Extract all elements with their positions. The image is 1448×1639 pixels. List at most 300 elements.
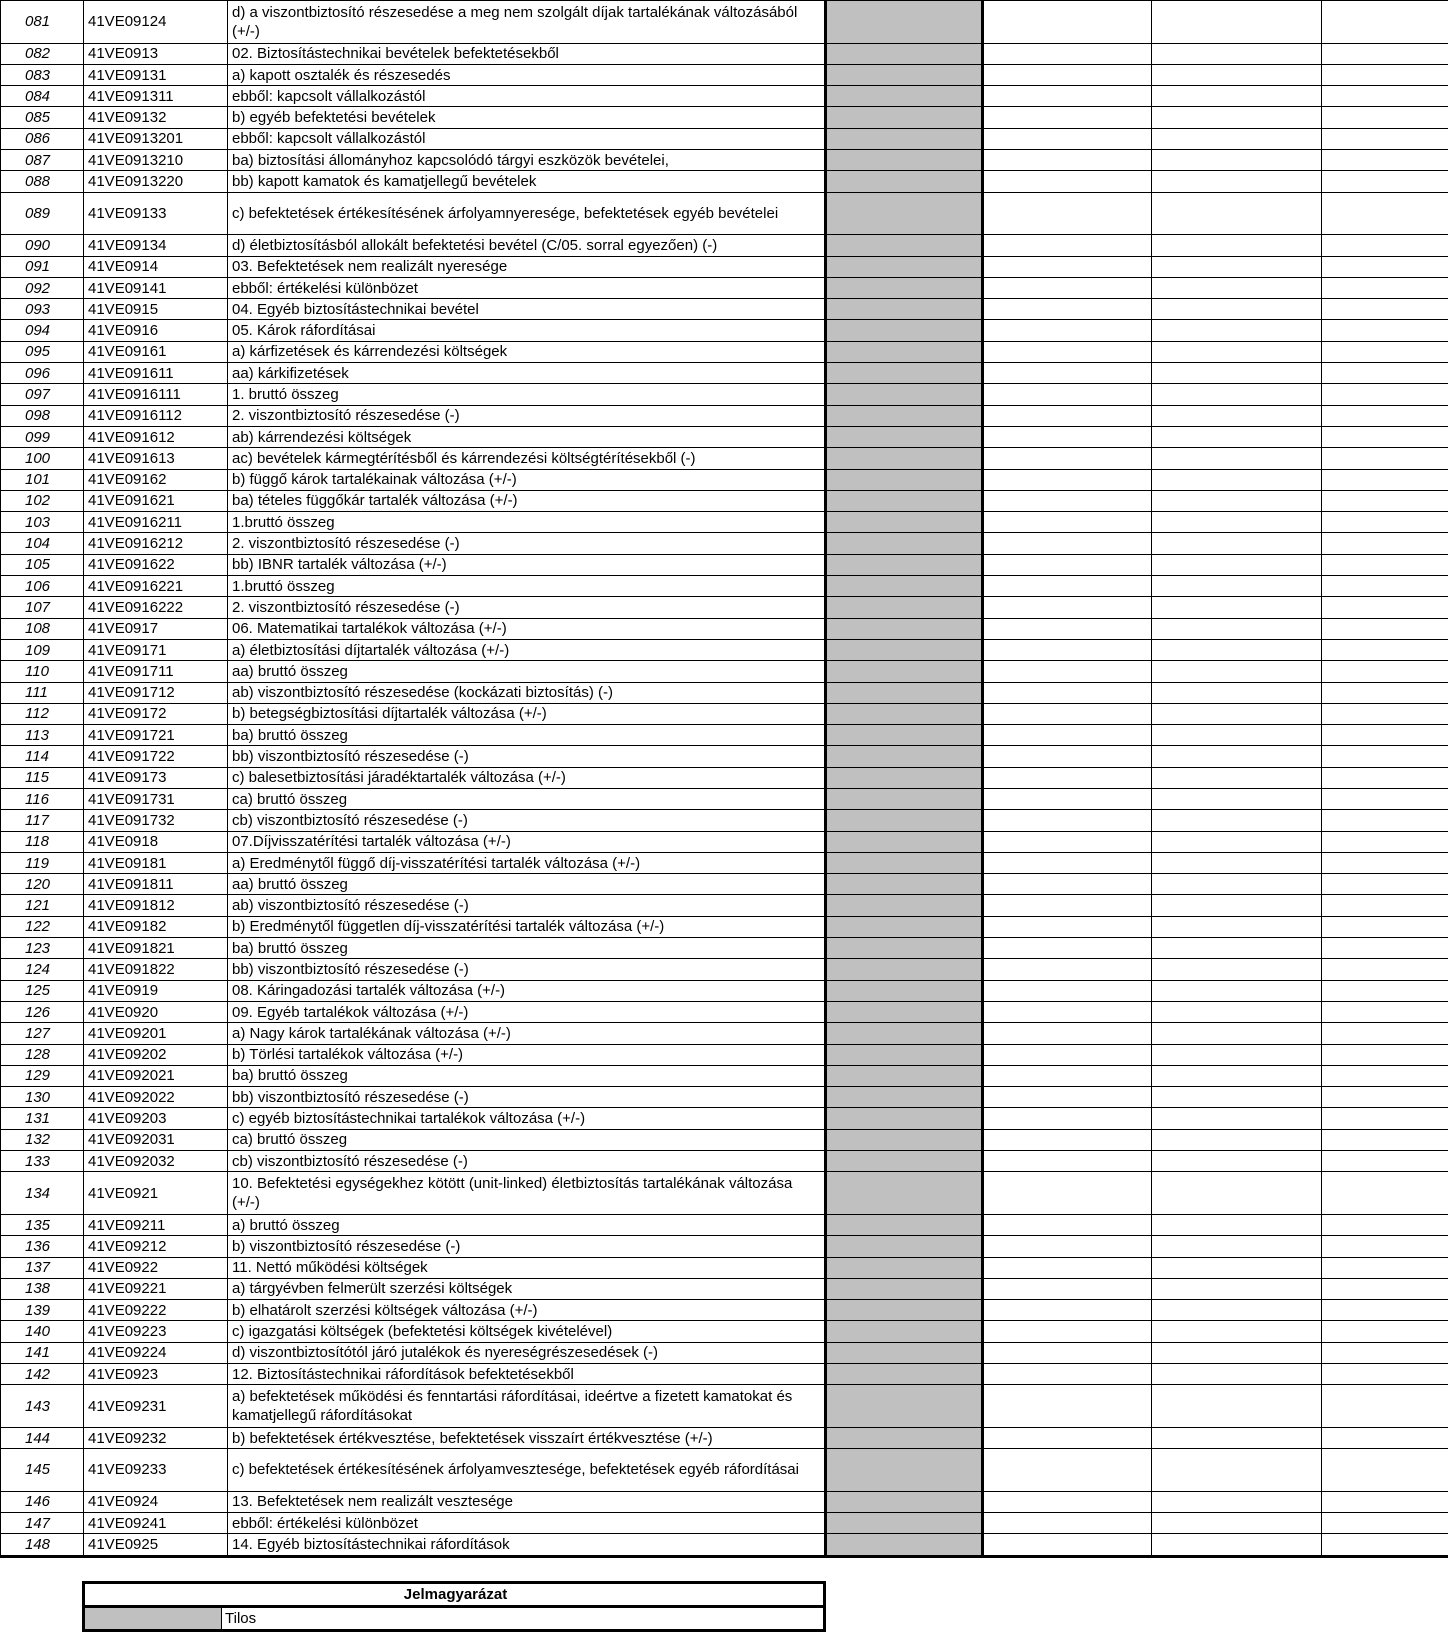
- value-cell: [1322, 320, 1448, 341]
- forbidden-cell: [826, 767, 983, 788]
- row-code: 41VE0913210: [84, 150, 228, 171]
- value-cell: [983, 682, 1152, 703]
- row-description: d) viszontbiztosítótól járó jutalékok és nyereségrészesedések (-): [228, 1342, 826, 1363]
- row-description: bb) viszontbiztosító részesedése (-): [228, 959, 826, 980]
- value-cell: [983, 533, 1152, 554]
- row-code: 41VE0915: [84, 299, 228, 320]
- value-cell: [1152, 490, 1322, 511]
- value-cell: [1152, 1087, 1322, 1108]
- value-cell: [983, 576, 1152, 597]
- row-description: ab) kárrendezési költségek: [228, 426, 826, 447]
- row-code: 41VE092031: [84, 1129, 228, 1150]
- row-number: 124: [1, 959, 84, 980]
- value-cell: [1152, 128, 1322, 149]
- legend-item: [84, 1607, 825, 1631]
- value-cell: [983, 916, 1152, 937]
- value-cell: [983, 703, 1152, 724]
- row-number: 105: [1, 554, 84, 575]
- row-code: 41VE0916221: [84, 576, 228, 597]
- forbidden-cell: [826, 1129, 983, 1150]
- table-row: [1, 1001, 1448, 1022]
- row-description: 06. Matematikai tartalékok változása (+/-): [228, 618, 826, 639]
- value-cell: [1322, 43, 1448, 64]
- row-description: 02. Biztosítástechnikai bevételek befektetésekből: [228, 43, 826, 64]
- value-cell: [1322, 1065, 1448, 1086]
- forbidden-cell: [826, 597, 983, 618]
- value-cell: [983, 788, 1152, 809]
- value-cell: [1152, 1321, 1322, 1342]
- value-cell: [1152, 1385, 1322, 1428]
- row-number: 120: [1, 874, 84, 895]
- row-description: 1.bruttó összeg: [228, 512, 826, 533]
- forbidden-cell: [826, 1491, 983, 1512]
- forbidden-cell: [826, 1108, 983, 1129]
- row-number: 100: [1, 448, 84, 469]
- value-cell: [1322, 363, 1448, 384]
- table-row: [1, 1044, 1448, 1065]
- row-code: 41VE09241: [84, 1513, 228, 1534]
- table-row: [1, 1236, 1448, 1257]
- value-cell: [1152, 618, 1322, 639]
- row-description: bb) viszontbiztosító részesedése (-): [228, 746, 826, 767]
- row-code: 41VE09222: [84, 1300, 228, 1321]
- forbidden-cell: [826, 1236, 983, 1257]
- row-code: 41VE091613: [84, 448, 228, 469]
- value-cell: [1152, 1534, 1322, 1556]
- value-cell: [983, 852, 1152, 873]
- value-cell: [1322, 1534, 1448, 1556]
- value-cell: [1322, 405, 1448, 426]
- row-code: 41VE0919: [84, 980, 228, 1001]
- value-cell: [1322, 788, 1448, 809]
- row-code: 41VE0916211: [84, 512, 228, 533]
- forbidden-cell: [826, 426, 983, 447]
- value-cell: [1152, 1364, 1322, 1385]
- row-number: 098: [1, 405, 84, 426]
- row-number: 108: [1, 618, 84, 639]
- value-cell: [1152, 1449, 1322, 1492]
- row-number: 109: [1, 639, 84, 660]
- forbidden-cell: [826, 1214, 983, 1235]
- row-number: 114: [1, 746, 84, 767]
- value-cell: [983, 341, 1152, 362]
- value-cell: [1152, 426, 1322, 447]
- row-code: 41VE0922: [84, 1257, 228, 1278]
- forbidden-cell: [826, 107, 983, 128]
- table-row: [1, 1172, 1448, 1215]
- value-cell: [1152, 576, 1322, 597]
- table-row: [1, 874, 1448, 895]
- row-number: 117: [1, 810, 84, 831]
- row-description: d) életbiztosításból allokált befektetési bevétel (C/05. sorral egyezően) (-): [228, 235, 826, 256]
- forbidden-cell: [826, 277, 983, 298]
- table-row: [1, 256, 1448, 277]
- value-cell: [1322, 554, 1448, 575]
- row-description: c) balesetbiztosítási járadéktartalék változása (+/-): [228, 767, 826, 788]
- forbidden-cell: [826, 192, 983, 235]
- row-code: 41VE0913201: [84, 128, 228, 149]
- value-cell: [1322, 852, 1448, 873]
- value-cell: [983, 405, 1152, 426]
- legend: [82, 1581, 826, 1632]
- forbidden-cell: [826, 1534, 983, 1556]
- table-row: [1, 703, 1448, 724]
- row-description: ac) bevételek kármegtérítésből és kárrendezési költségtérítésekből (-): [228, 448, 826, 469]
- row-number: 121: [1, 895, 84, 916]
- row-code: 41VE092021: [84, 1065, 228, 1086]
- value-cell: [983, 1, 1152, 44]
- forbidden-cell: [826, 235, 983, 256]
- value-cell: [1152, 895, 1322, 916]
- table-row: [1, 661, 1448, 682]
- table-row: [1, 1214, 1448, 1235]
- value-cell: [983, 1172, 1152, 1215]
- value-cell: [1322, 1, 1448, 44]
- value-cell: [1322, 1044, 1448, 1065]
- forbidden-cell: [826, 363, 983, 384]
- value-cell: [1152, 831, 1322, 852]
- row-number: 148: [1, 1534, 84, 1556]
- value-cell: [1152, 1172, 1322, 1215]
- row-description: a) kárfizetések és kárrendezési költségek: [228, 341, 826, 362]
- value-cell: [1322, 1172, 1448, 1215]
- row-description: ba) bruttó összeg: [228, 1065, 826, 1086]
- row-number: 123: [1, 938, 84, 959]
- value-cell: [1322, 703, 1448, 724]
- row-number: 118: [1, 831, 84, 852]
- value-cell: [983, 128, 1152, 149]
- value-cell: [1152, 1108, 1322, 1129]
- forbidden-cell: [826, 533, 983, 554]
- row-code: 41VE09233: [84, 1449, 228, 1492]
- table-row: [1, 490, 1448, 511]
- row-number: 110: [1, 661, 84, 682]
- row-number: 140: [1, 1321, 84, 1342]
- forbidden-cell: [826, 405, 983, 426]
- row-code: 41VE09124: [84, 1, 228, 44]
- row-code: 41VE091821: [84, 938, 228, 959]
- value-cell: [983, 1129, 1152, 1150]
- row-code: 41VE0923: [84, 1364, 228, 1385]
- table-row: [1, 895, 1448, 916]
- row-code: 41VE09181: [84, 852, 228, 873]
- forbidden-cell: [826, 128, 983, 149]
- value-cell: [1152, 746, 1322, 767]
- value-cell: [1152, 938, 1322, 959]
- value-cell: [983, 235, 1152, 256]
- row-code: 41VE09221: [84, 1278, 228, 1299]
- value-cell: [1322, 107, 1448, 128]
- value-cell: [1152, 554, 1322, 575]
- value-cell: [1152, 810, 1322, 831]
- forbidden-cell: [826, 788, 983, 809]
- forbidden-cell: [826, 661, 983, 682]
- row-description: 12. Biztosítástechnikai ráfordítások befektetésekből: [228, 1364, 826, 1385]
- value-cell: [1322, 533, 1448, 554]
- forbidden-cell: [826, 384, 983, 405]
- row-code: 41VE0913: [84, 43, 228, 64]
- table-row: [1, 341, 1448, 362]
- value-cell: [1322, 597, 1448, 618]
- row-description: ca) bruttó összeg: [228, 1129, 826, 1150]
- value-cell: [1322, 1151, 1448, 1172]
- row-code: 41VE09224: [84, 1342, 228, 1363]
- value-cell: [983, 1342, 1152, 1363]
- value-cell: [1152, 1257, 1322, 1278]
- row-description: b) befektetések értékvesztése, befektetések visszaírt értékvesztése (+/-): [228, 1427, 826, 1448]
- row-number: 106: [1, 576, 84, 597]
- value-cell: [1322, 256, 1448, 277]
- row-code: 41VE09162: [84, 469, 228, 490]
- table-row: [1, 1257, 1448, 1278]
- value-cell: [1152, 1023, 1322, 1044]
- table-row: [1, 959, 1448, 980]
- value-cell: [1322, 1385, 1448, 1428]
- table-row: [1, 1129, 1448, 1150]
- forbidden-cell: [826, 1023, 983, 1044]
- table-row: [1, 363, 1448, 384]
- value-cell: [1322, 150, 1448, 171]
- value-cell: [1322, 64, 1448, 85]
- value-cell: [1152, 235, 1322, 256]
- table-row: [1, 1108, 1448, 1129]
- value-cell: [1322, 1214, 1448, 1235]
- value-cell: [983, 192, 1152, 235]
- value-cell: [1152, 661, 1322, 682]
- row-description: ca) bruttó összeg: [228, 788, 826, 809]
- forbidden-cell: [826, 1449, 983, 1492]
- value-cell: [1152, 256, 1322, 277]
- value-cell: [983, 1087, 1152, 1108]
- forbidden-cell: [826, 1427, 983, 1448]
- row-code: 41VE091712: [84, 682, 228, 703]
- forbidden-cell: [826, 874, 983, 895]
- row-code: 41VE0918: [84, 831, 228, 852]
- row-code: 41VE09223: [84, 1321, 228, 1342]
- forbidden-cell: [826, 512, 983, 533]
- value-cell: [983, 1236, 1152, 1257]
- value-cell: [983, 107, 1152, 128]
- table-row: [1, 171, 1448, 192]
- row-code: 41VE0916111: [84, 384, 228, 405]
- table-row: [1, 1087, 1448, 1108]
- row-code: 41VE0924: [84, 1491, 228, 1512]
- forbidden-cell: [826, 1513, 983, 1534]
- row-description: ba) bruttó összeg: [228, 938, 826, 959]
- row-number: 081: [1, 1, 84, 44]
- row-code: 41VE092022: [84, 1087, 228, 1108]
- value-cell: [1152, 341, 1322, 362]
- row-description: 10. Befektetési egységekhez kötött (unit-linked) életbiztosítás tartalékának változása (+/-): [228, 1172, 826, 1215]
- row-number: 097: [1, 384, 84, 405]
- value-cell: [983, 448, 1152, 469]
- row-code: 41VE091611: [84, 363, 228, 384]
- row-description: ebből: kapcsolt vállalkozástól: [228, 128, 826, 149]
- table-row: [1, 618, 1448, 639]
- value-cell: [1152, 512, 1322, 533]
- table-row: [1, 128, 1448, 149]
- row-code: 41VE0920: [84, 1001, 228, 1022]
- table-row: [1, 384, 1448, 405]
- table-row: [1, 639, 1448, 660]
- row-code: 41VE091732: [84, 810, 228, 831]
- value-cell: [1152, 1300, 1322, 1321]
- table-row: [1, 299, 1448, 320]
- table-row: [1, 469, 1448, 490]
- row-number: 141: [1, 1342, 84, 1363]
- row-code: 41VE09161: [84, 341, 228, 362]
- table-row: [1, 831, 1448, 852]
- row-number: 111: [1, 682, 84, 703]
- row-number: 088: [1, 171, 84, 192]
- row-description: b) elhatárolt szerzési költségek változása (+/-): [228, 1300, 826, 1321]
- table-row: [1, 320, 1448, 341]
- row-description: a) tárgyévben felmerült szerzési költségek: [228, 1278, 826, 1299]
- forbidden-cell: [826, 746, 983, 767]
- row-number: 101: [1, 469, 84, 490]
- value-cell: [1152, 192, 1322, 235]
- row-description: a) befektetések működési és fenntartási ráfordításai, ideértve a fizetett kamatokat és kamatjellegű ráfordításokat: [228, 1385, 826, 1428]
- legend-label: Tilos: [222, 1607, 825, 1631]
- forbidden-cell: [826, 554, 983, 575]
- table-row: [1, 1513, 1448, 1534]
- value-cell: [1152, 405, 1322, 426]
- row-number: 112: [1, 703, 84, 724]
- value-cell: [1322, 86, 1448, 107]
- value-cell: [1322, 1491, 1448, 1512]
- row-description: d) a viszontbiztosító részesedése a meg nem szolgált díjak tartalékának változásából (+/-): [228, 1, 826, 44]
- value-cell: [983, 1214, 1152, 1235]
- forbidden-cell: [826, 938, 983, 959]
- row-description: a) Eredménytől függő díj-visszatérítési tartalék változása (+/-): [228, 852, 826, 873]
- row-number: 116: [1, 788, 84, 809]
- row-description: a) bruttó összeg: [228, 1214, 826, 1235]
- table-row: [1, 1321, 1448, 1342]
- row-code: 41VE0917: [84, 618, 228, 639]
- forbidden-cell: [826, 980, 983, 1001]
- table-row: [1, 810, 1448, 831]
- row-description: cb) viszontbiztosító részesedése (-): [228, 810, 826, 831]
- row-code: 41VE091822: [84, 959, 228, 980]
- value-cell: [983, 1321, 1152, 1342]
- forbidden-cell: [826, 1151, 983, 1172]
- forbidden-cell: [826, 895, 983, 916]
- value-cell: [1322, 725, 1448, 746]
- row-description: 03. Befektetések nem realizált nyeresége: [228, 256, 826, 277]
- forbidden-cell: [826, 725, 983, 746]
- row-description: b) betegségbiztosítási díjtartalék változása (+/-): [228, 703, 826, 724]
- row-description: ab) viszontbiztosító részesedése (-): [228, 895, 826, 916]
- forbidden-cell: [826, 469, 983, 490]
- value-cell: [983, 1065, 1152, 1086]
- row-description: b) Törlési tartalékok változása (+/-): [228, 1044, 826, 1065]
- value-cell: [983, 1257, 1152, 1278]
- row-description: 08. Káringadozási tartalék változása (+/-): [228, 980, 826, 1001]
- row-code: 41VE091711: [84, 661, 228, 682]
- value-cell: [1152, 916, 1322, 937]
- row-code: 41VE09201: [84, 1023, 228, 1044]
- row-description: c) igazgatási költségek (befektetési költségek kivételével): [228, 1321, 826, 1342]
- forbidden-cell: [826, 810, 983, 831]
- row-code: 41VE091622: [84, 554, 228, 575]
- forbidden-cell: [826, 852, 983, 873]
- value-cell: [1152, 107, 1322, 128]
- forbidden-cell: [826, 1001, 983, 1022]
- forbidden-cell: [826, 1257, 983, 1278]
- row-number: 145: [1, 1449, 84, 1492]
- forbidden-cell: [826, 171, 983, 192]
- row-number: 139: [1, 1300, 84, 1321]
- forbidden-cell: [826, 618, 983, 639]
- value-cell: [1322, 831, 1448, 852]
- row-description: ab) viszontbiztosító részesedése (kockázati biztosítás) (-): [228, 682, 826, 703]
- value-cell: [1152, 299, 1322, 320]
- value-cell: [1152, 64, 1322, 85]
- table-row: [1, 1300, 1448, 1321]
- forbidden-cell: [826, 64, 983, 85]
- value-cell: [983, 618, 1152, 639]
- row-description: ba) bruttó összeg: [228, 725, 826, 746]
- value-cell: [1152, 171, 1322, 192]
- row-code: 41VE0916222: [84, 597, 228, 618]
- row-code: 41VE09212: [84, 1236, 228, 1257]
- row-number: 093: [1, 299, 84, 320]
- row-number: 131: [1, 1108, 84, 1129]
- table-row: [1, 86, 1448, 107]
- forbidden-cell: [826, 448, 983, 469]
- row-description: 1. bruttó összeg: [228, 384, 826, 405]
- row-code: 41VE09132: [84, 107, 228, 128]
- value-cell: [983, 490, 1152, 511]
- value-cell: [1152, 980, 1322, 1001]
- row-code: 41VE091722: [84, 746, 228, 767]
- row-code: 41VE09134: [84, 235, 228, 256]
- value-cell: [1322, 1129, 1448, 1150]
- forbidden-cell: [826, 299, 983, 320]
- row-code: 41VE09131: [84, 64, 228, 85]
- table-row: [1, 682, 1448, 703]
- row-description: b) egyéb befektetési bevételek: [228, 107, 826, 128]
- value-cell: [1322, 1023, 1448, 1044]
- row-code: 41VE09141: [84, 277, 228, 298]
- value-cell: [1322, 1300, 1448, 1321]
- value-cell: [983, 1534, 1152, 1556]
- table-row: [1, 405, 1448, 426]
- row-description: c) befektetések értékesítésének árfolyamnyeresége, befektetések egyéb bevételei: [228, 192, 826, 235]
- forbidden-cell: [826, 43, 983, 64]
- row-number: 096: [1, 363, 84, 384]
- value-cell: [1152, 1236, 1322, 1257]
- value-cell: [1322, 384, 1448, 405]
- value-cell: [983, 384, 1152, 405]
- row-description: b) Eredménytől független díj-visszatérítési tartalék változása (+/-): [228, 916, 826, 937]
- value-cell: [1322, 874, 1448, 895]
- table-row: [1, 938, 1448, 959]
- row-number: 142: [1, 1364, 84, 1385]
- row-code: 41VE09182: [84, 916, 228, 937]
- row-description: bb) viszontbiztosító részesedése (-): [228, 1087, 826, 1108]
- row-number: 082: [1, 43, 84, 64]
- row-number: 137: [1, 1257, 84, 1278]
- value-cell: [983, 1364, 1152, 1385]
- value-cell: [1322, 1449, 1448, 1492]
- value-cell: [983, 767, 1152, 788]
- value-cell: [983, 299, 1152, 320]
- table-row: [1, 916, 1448, 937]
- row-description: bb) IBNR tartalék változása (+/-): [228, 554, 826, 575]
- value-cell: [1152, 1342, 1322, 1363]
- table-row: [1, 426, 1448, 447]
